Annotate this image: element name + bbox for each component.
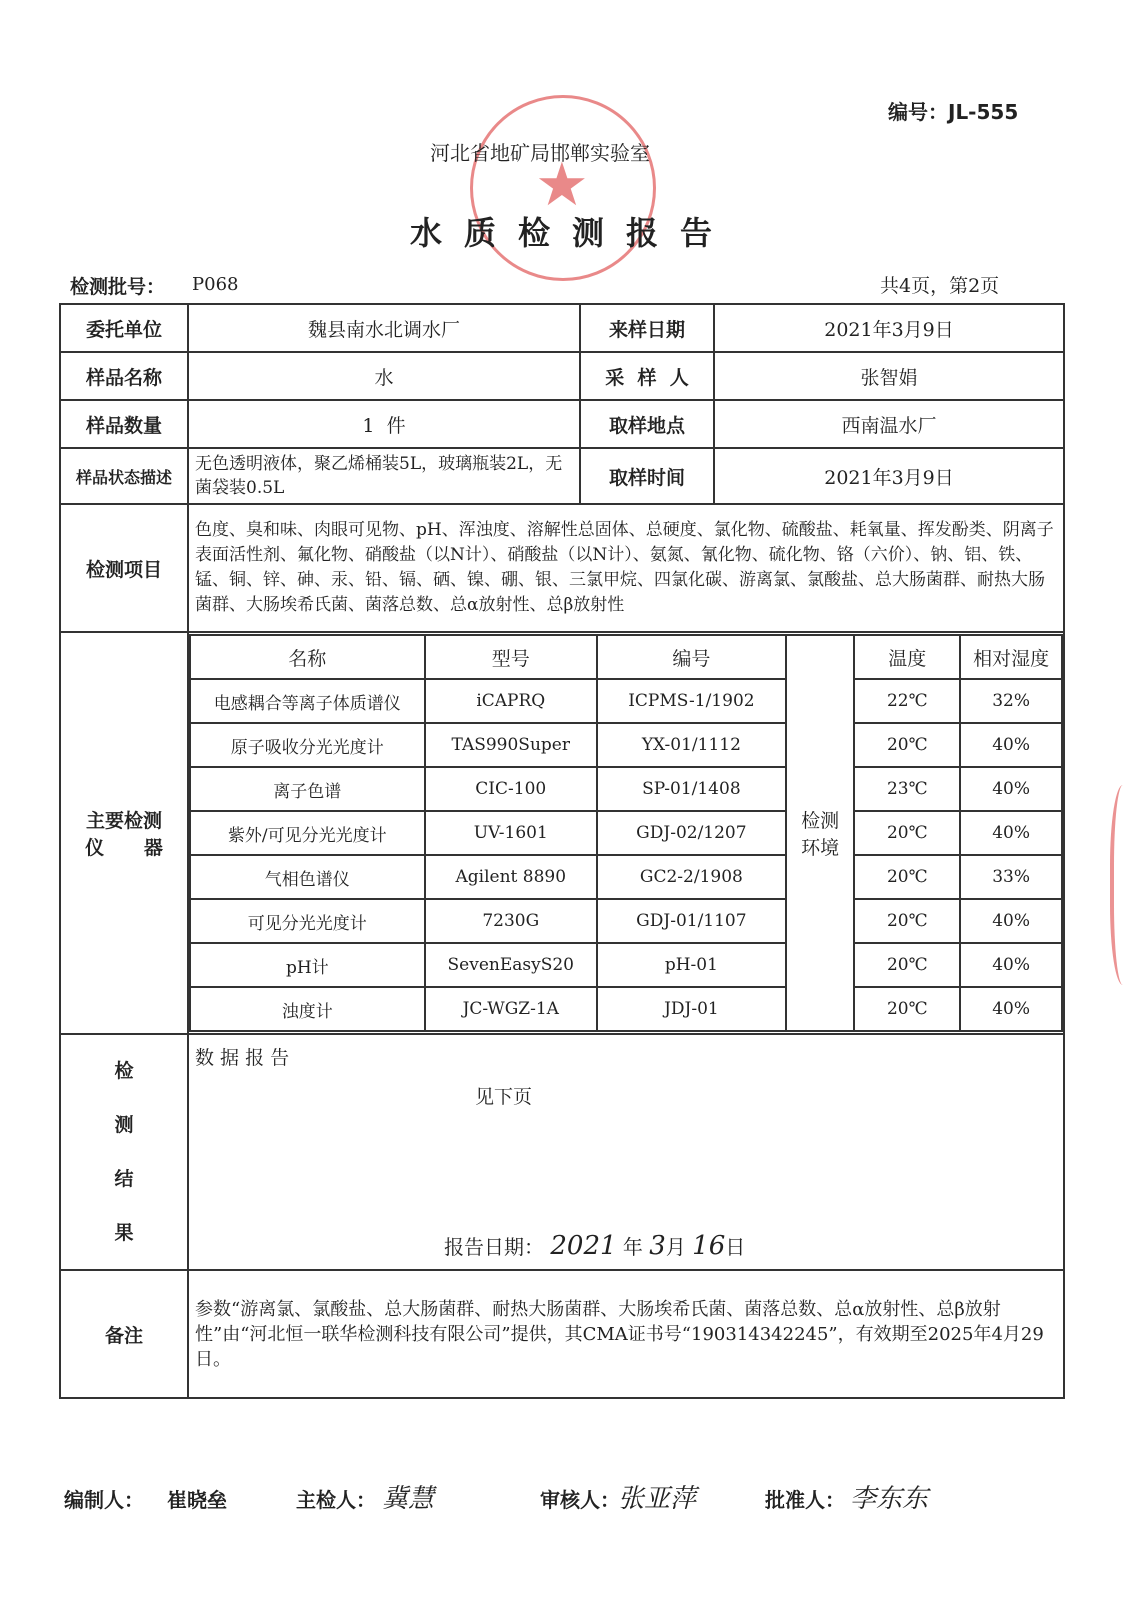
report-date-month-char: 月 [665,1235,686,1259]
location-value: 西南温水厂 [714,400,1064,448]
table-row [190,899,1062,943]
instrument-humidity: 40% [960,767,1062,811]
instrument-model: iCAPRQ [425,679,597,723]
instrument-name: 紫外/可见分光光度计 [190,811,425,855]
instrument-name: 可见分光光度计 [190,899,425,943]
sample-name-value: 水 [188,352,580,400]
items-text: 色度、臭和味、肉眼可见物、pH、浑浊度、溶解性总固体、总硬度、氯化物、硫酸盐、耗氧量、挥发酚类、阴离子表面活性剂、氟化物、硝酸盐（以N计）、硝酸盐（以N计）、氨氮、氰化物、硫化物、铬（六价）、钠、铝、铁、锰、铜、锌、砷、汞、铅、镉、硒、镍、硼、银、三氯甲烷、四氯化碳、游离氯、氯酸盐、总大肠菌群、耐热大肠菌群、大肠埃希氏菌、菌落总数、总α放射性、总β放射性 [188,504,1064,632]
see-next-page: 见下页 [475,1086,533,1108]
edge-seal-mark [1110,785,1131,985]
sample-time-label: 取样时间 [580,448,714,504]
instrument-model: Agilent 8890 [425,855,597,899]
table-row [190,943,1062,987]
instrument-number: GDJ-02/1207 [597,811,786,855]
compiler-label: 编制人： [64,1488,144,1512]
items-label: 检测项目 [60,504,188,632]
result-label-char: 测 [114,1114,134,1136]
instrument-model: JC-WGZ-1A [425,987,597,1031]
result-label [60,1034,188,1270]
instrument-temp: 20℃ [854,723,960,767]
instrument-name: 原子吸收分光光度计 [190,723,425,767]
table-row [190,767,1062,811]
inspector-signature: 冀慧 [382,1484,435,1514]
table-row [190,987,1062,1031]
report-date-year-char: 年 [622,1235,643,1259]
instrument-model: TAS990Super [425,723,597,767]
instrument-temp: 20℃ [854,811,960,855]
report-date-day: 16 [692,1231,726,1261]
arrival-date-label: 来样日期 [580,304,714,352]
instrument-name: 电感耦合等离子体质谱仪 [190,679,425,723]
instrument-humidity: 40% [960,943,1062,987]
instruments-label-line1: 主要检测 [85,810,162,832]
batch-number: P068 [192,274,239,295]
table-row [190,679,1062,723]
instrument-number: JDJ-01 [597,987,786,1031]
location-label: 取样地点 [580,400,714,448]
batch-label: 检测批号： [70,276,166,298]
instrument-name: 离子色谱 [190,767,425,811]
col-header-number: 编号 [597,635,786,679]
instrument-model: UV-1601 [425,811,597,855]
report-table [59,303,1065,1399]
result-label-char: 结 [114,1168,134,1190]
instrument-temp: 22℃ [854,679,960,723]
table-row [190,855,1062,899]
instrument-humidity: 33% [960,855,1062,899]
page-info: 共4页，第2页 [880,275,1000,297]
col-header-humidity: 相对湿度 [960,635,1062,679]
instrument-humidity: 40% [960,987,1062,1031]
instrument-model: CIC-100 [425,767,597,811]
report-date-year: 2021 [550,1231,617,1261]
remarks-label: 备注 [60,1270,188,1398]
env-label-line1: 检测 [801,810,840,832]
instrument-temp: 23℃ [854,767,960,811]
instrument-name: 气相色谱仪 [190,855,425,899]
instrument-name: 浊度计 [190,987,425,1031]
instrument-number: SP-01/1408 [597,767,786,811]
sample-qty-label: 样品数量 [60,400,188,448]
arrival-date-value: 2021年3月9日 [714,304,1064,352]
col-header-model: 型号 [425,635,597,679]
seal-star-icon: ★ [535,150,589,220]
data-report-heading: 数 据 报 告 [195,1047,290,1069]
result-label-char: 果 [114,1222,134,1244]
approver-label: 批准人： [765,1488,845,1512]
instrument-number: GDJ-01/1107 [597,899,786,943]
instrument-temp: 20℃ [854,987,960,1031]
instrument-model: 7230G [425,899,597,943]
instrument-number: GC2-2/1908 [597,855,786,899]
instrument-humidity: 32% [960,679,1062,723]
instrument-temp: 20℃ [854,855,960,899]
lab-name: 河北省地矿局邯郸实验室 [430,141,650,165]
instrument-number: ICPMS-1/1902 [597,679,786,723]
reviewer-signature: 张亚萍 [618,1484,697,1514]
compiler-name: 崔晓垒 [167,1488,227,1512]
document-number: 编号：JL-555 [888,100,1019,124]
instrument-name: pH计 [190,943,425,987]
col-header-temp: 温度 [854,635,960,679]
reviewer-label: 审核人： [540,1488,620,1512]
table-row [190,723,1062,767]
inspector-label: 主检人： [296,1488,376,1512]
sample-state-label: 样品状态描述 [60,448,188,504]
report-date-label: 报告日期： [444,1235,544,1259]
instrument-humidity: 40% [960,899,1062,943]
instrument-model: SevenEasyS20 [425,943,597,987]
sampler-label: 采 样 人 [580,352,714,400]
instrument-temp: 20℃ [854,943,960,987]
env-label-line2: 环境 [801,837,840,859]
remarks-text: 参数“游离氯、氯酸盐、总大肠菌群、耐热大肠菌群、大肠埃希氏菌、菌落总数、总α放射性、总β放射性”由“河北恒一联华检测科技有限公司”提供，其CMA证书号“190314342245”，有效期至2025年4月29日。 [188,1270,1064,1398]
env-label [786,635,855,1031]
instrument-humidity: 40% [960,723,1062,767]
sample-state-value: 无色透明液体，聚乙烯桶装5L，玻璃瓶装2L，无菌袋装0.5L [188,448,580,504]
report-date-day-char: 日 [725,1235,746,1259]
instrument-temp: 20℃ [854,899,960,943]
sampler-value: 张智娟 [714,352,1064,400]
sample-name-label: 样品名称 [60,352,188,400]
instrument-humidity: 40% [960,811,1062,855]
client-label: 委托单位 [60,304,188,352]
table-row [190,811,1062,855]
instruments-label-line2: 仪 器 [85,837,163,859]
instruments-table [189,634,1063,1032]
sample-time-value: 2021年3月9日 [714,448,1064,504]
client-value: 魏县南水北调水厂 [188,304,580,352]
approver-signature: 李东东 [850,1484,929,1514]
col-header-name: 名称 [190,635,425,679]
instruments-label [60,632,188,1034]
report-title: 水质检测报告 [410,214,735,252]
report-date-month: 3 [649,1231,666,1261]
sample-qty-value: 1 件 [188,400,580,448]
result-label-char: 检 [114,1060,134,1082]
instrument-number: pH-01 [597,943,786,987]
report-date [444,1231,745,1261]
instrument-number: YX-01/1112 [597,723,786,767]
